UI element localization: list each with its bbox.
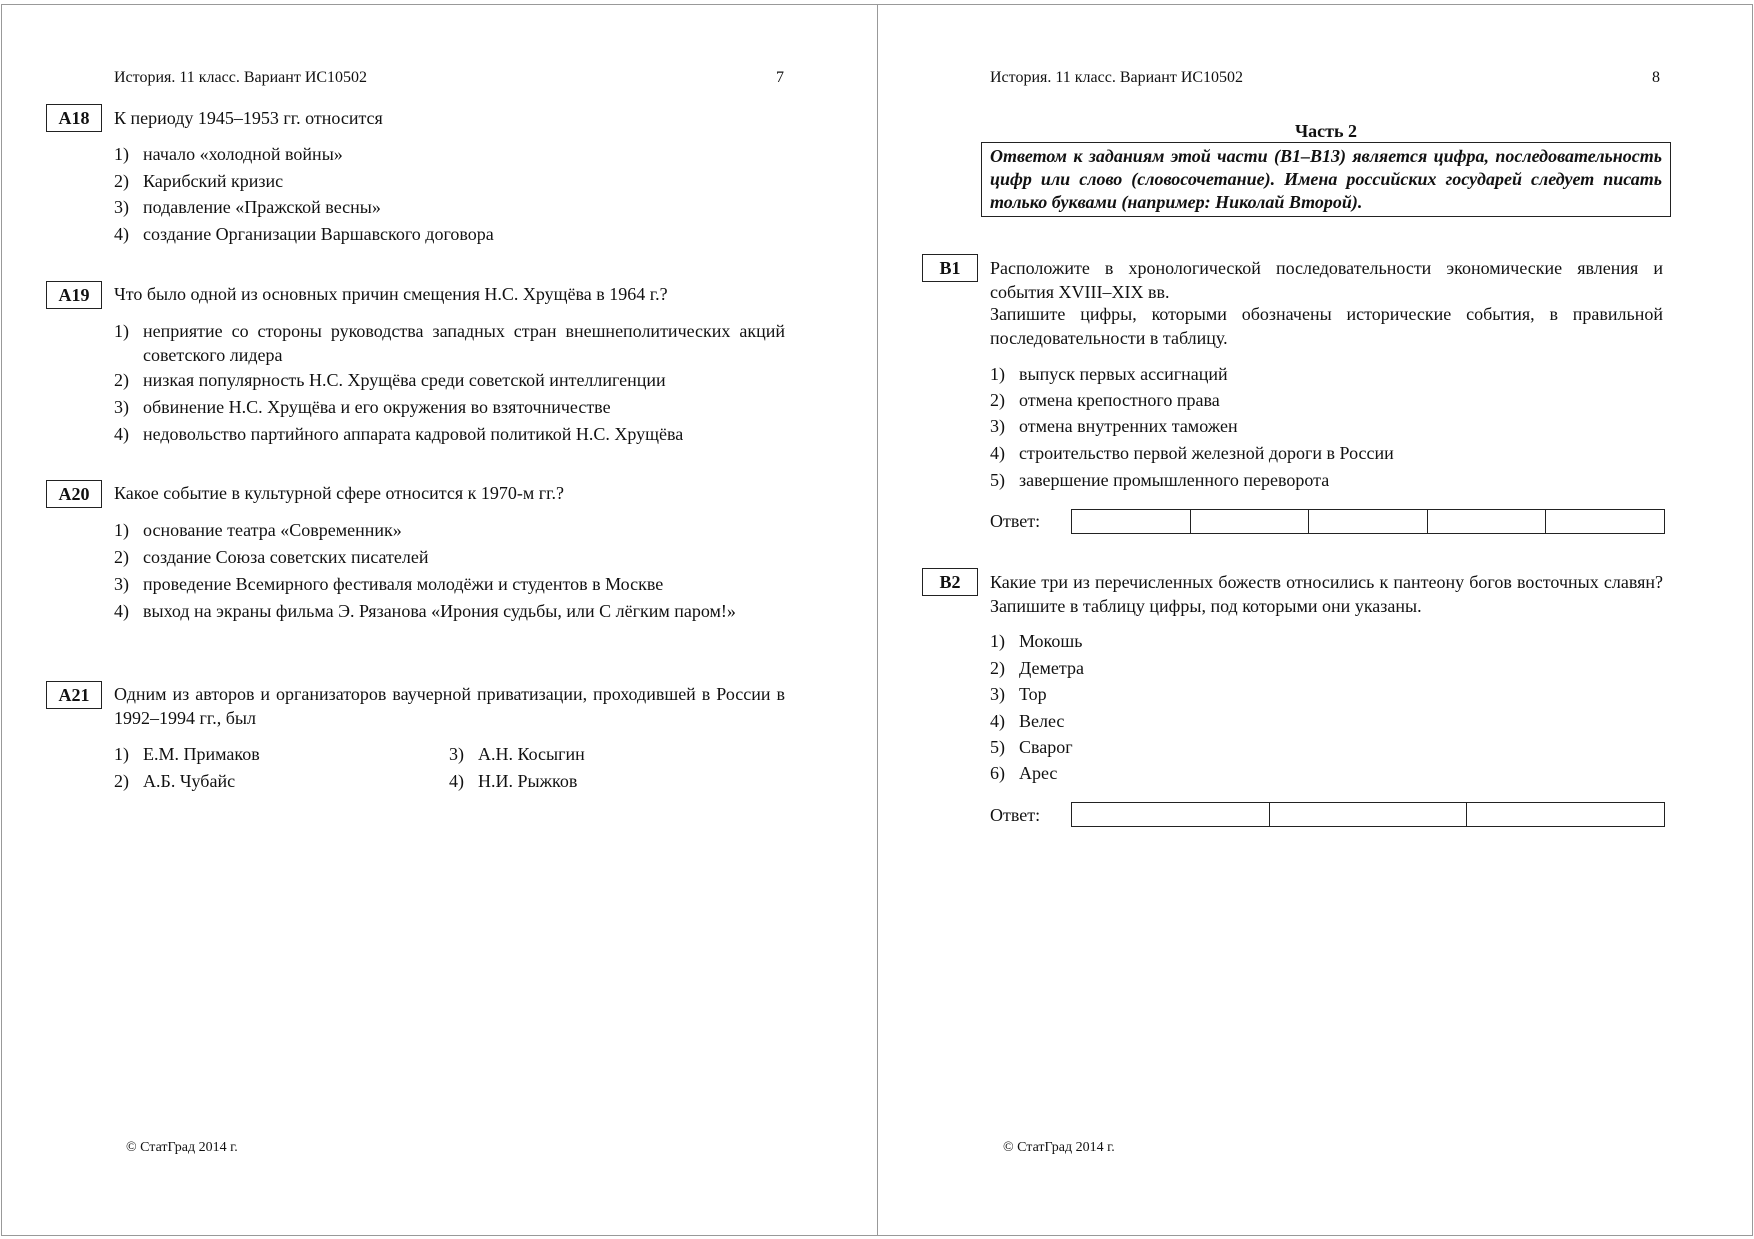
answer-option: [990, 761, 1663, 785]
option-number: 6): [990, 763, 1005, 783]
answer-option: [114, 319, 785, 367]
option-text: Велес: [1019, 711, 1065, 731]
answer-option: [990, 709, 1663, 733]
option-number: 1): [114, 144, 129, 164]
question-text: Расположите в хронологической последовательности экономические явления и события XVIII–XIX вв.: [990, 258, 1663, 302]
answer-cell[interactable]: [1072, 510, 1191, 533]
answer-option: [114, 769, 235, 793]
part-title: Часть 2: [1294, 121, 1358, 141]
answer-label: Ответ:: [990, 511, 1041, 531]
answer-option: [114, 169, 785, 193]
question-label: B2: [922, 568, 978, 596]
option-text: низкая популярность Н.С. Хрущёва среди советской интеллигенции: [143, 370, 666, 390]
option-number: 1): [114, 321, 129, 341]
answer-table[interactable]: [1071, 802, 1665, 827]
answer-option: [114, 195, 785, 219]
option-text: создание Организации Варшавского договора: [143, 224, 494, 244]
question-text: Запишите цифры, которыми обозначены исторические события, в правильной последовательности в таблицу.: [990, 304, 1663, 348]
option-text: завершение промышленного переворота: [1019, 470, 1330, 490]
page-header: История. 11 класс. Вариант ИС10502: [114, 69, 368, 86]
option-text: создание Союза советских писателей: [143, 547, 429, 567]
option-text: отмена крепостного права: [1019, 390, 1220, 410]
option-text: строительство первой железной дороги в России: [1019, 443, 1394, 463]
option-text: отмена внутренних таможен: [1019, 416, 1238, 436]
answer-option: [990, 682, 1663, 706]
answer-cell[interactable]: [1270, 803, 1468, 826]
answer-option: [114, 142, 785, 166]
answer-option: [114, 545, 785, 569]
option-text: Тор: [1019, 684, 1047, 704]
part-instructions: Ответом к заданиям этой части (В1–В13) является цифра, последовательность цифр или слово (словосочетание). Имена российских государей следует писать только буквами (например: Николай Второй).: [981, 142, 1671, 217]
answer-option: [114, 572, 785, 596]
answer-cell[interactable]: [1546, 510, 1664, 533]
option-number: 1): [990, 364, 1005, 384]
option-number: 3): [114, 574, 129, 594]
option-number: 3): [114, 197, 129, 217]
option-text: начало «холодной войны»: [143, 144, 343, 164]
question-label: A18: [46, 104, 102, 132]
footer: © СтатГрад 2014 г.: [1003, 1140, 1115, 1155]
option-number: 3): [114, 397, 129, 417]
option-number: 1): [990, 631, 1005, 651]
option-number: 4): [114, 601, 129, 621]
option-number: 2): [114, 547, 129, 567]
answer-option: [990, 414, 1663, 438]
option-number: 4): [449, 771, 464, 791]
answer-option: [114, 395, 785, 419]
option-text: Карибский кризис: [143, 171, 284, 191]
option-text: проведение Всемирного фестиваля молодёжи и студентов в Москве: [143, 574, 664, 594]
option-number: 2): [990, 390, 1005, 410]
question-text: Что было одной из основных причин смещения Н.С. Хрущёва в 1964 г.?: [114, 284, 668, 304]
option-text: недовольство партийного аппарата кадровой политикой Н.С. Хрущёва: [143, 424, 684, 444]
option-text: выпуск первых ассигнаций: [1019, 364, 1228, 384]
option-number: 2): [114, 171, 129, 191]
question-label: A19: [46, 281, 102, 309]
answer-cell[interactable]: [1309, 510, 1428, 533]
question-label: B1: [922, 254, 978, 282]
page-number: 8: [1652, 69, 1660, 86]
answer-option: [990, 468, 1663, 492]
option-number: 1): [114, 520, 129, 540]
answer-option: [114, 368, 785, 392]
option-number: 3): [990, 416, 1005, 436]
option-text: Е.М. Примаков: [143, 744, 260, 764]
question-text: Какие три из перечисленных божеств относились к пантеону богов восточных славян? Запишите в таблицу цифры, под которыми они указаны.: [990, 572, 1663, 616]
answer-option: [990, 629, 1663, 653]
option-number: 5): [990, 737, 1005, 757]
option-text: обвинение Н.С. Хрущёва и его окружения во взяточничестве: [143, 397, 611, 417]
answer-option: [990, 735, 1663, 759]
answer-cell[interactable]: [1467, 803, 1664, 826]
question-text: Какое событие в культурной сфере относится к 1970-м гг.?: [114, 483, 565, 503]
option-text: А.Н. Косыгин: [478, 744, 585, 764]
option-text: основание театра «Современник»: [143, 520, 402, 540]
footer: © СтатГрад 2014 г.: [126, 1140, 238, 1155]
option-text: Сварог: [1019, 737, 1073, 757]
answer-option: [114, 222, 785, 246]
answer-option: [114, 422, 785, 446]
option-number: 2): [114, 370, 129, 390]
answer-option: [114, 518, 785, 542]
page-header: История. 11 класс. Вариант ИС10502: [990, 69, 1244, 86]
answer-option: [114, 742, 260, 766]
option-text: выход на экраны фильма Э. Рязанова «Ирония судьбы, или С лёгким паром!»: [143, 601, 736, 621]
option-number: 5): [990, 470, 1005, 490]
answer-option: [990, 388, 1663, 412]
question-label: A20: [46, 480, 102, 508]
question-label: A21: [46, 681, 102, 709]
answer-cell[interactable]: [1072, 803, 1270, 826]
option-number: 1): [114, 744, 129, 764]
page-number: 7: [776, 69, 784, 86]
answer-table[interactable]: [1071, 509, 1665, 534]
option-text: неприятие со стороны руководства западных стран внешнеполитических акций советского лидера: [143, 321, 785, 365]
answer-label: Ответ:: [990, 805, 1041, 825]
answer-option: [449, 769, 577, 793]
answer-option: [990, 656, 1663, 680]
option-number: 3): [990, 684, 1005, 704]
option-number: 4): [114, 424, 129, 444]
option-text: Арес: [1019, 763, 1058, 783]
answer-option: [449, 742, 585, 766]
answer-option: [990, 441, 1663, 465]
answer-option: [114, 599, 785, 623]
option-number: 2): [114, 771, 129, 791]
option-number: 4): [114, 224, 129, 244]
option-text: Мокошь: [1019, 631, 1083, 651]
option-number: 2): [990, 658, 1005, 678]
option-number: 4): [990, 443, 1005, 463]
option-number: 3): [449, 744, 464, 764]
question-text: Одним из авторов и организаторов ваучерной приватизации, проходившей в России в 1992–1994 гг., был: [114, 684, 785, 728]
answer-cell[interactable]: [1428, 510, 1547, 533]
option-text: подавление «Пражской весны»: [143, 197, 381, 217]
answer-cell[interactable]: [1191, 510, 1310, 533]
answer-option: [990, 362, 1663, 386]
option-number: 4): [990, 711, 1005, 731]
option-text: Деметра: [1019, 658, 1084, 678]
question-text: К периоду 1945–1953 гг. относится: [114, 108, 383, 128]
option-text: А.Б. Чубайс: [143, 771, 236, 791]
option-text: Н.И. Рыжков: [478, 771, 578, 791]
